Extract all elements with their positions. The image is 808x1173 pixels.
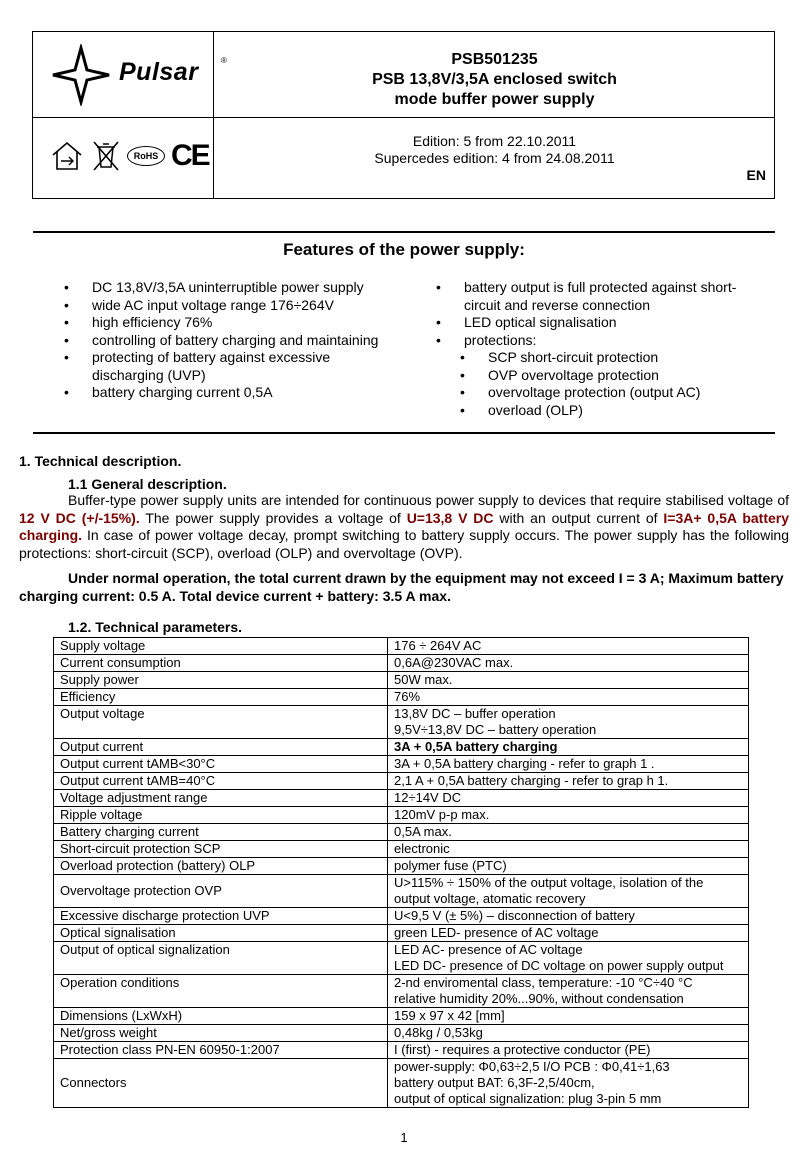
certification-icons xyxy=(49,136,209,176)
language-code: EN xyxy=(746,167,766,183)
param-name: Efficiency xyxy=(54,689,388,706)
table-row xyxy=(54,824,749,841)
page-number: 1 xyxy=(400,1130,408,1145)
table-row xyxy=(54,975,749,1008)
brand-name: Pulsar xyxy=(119,58,199,86)
param-value: 13,8V DC – buffer operation 9,5V÷13,8V DC – battery operation xyxy=(388,706,749,739)
feature-item: • battery output is full protected against short-circuit and reverse connection xyxy=(436,279,756,314)
param-name: Battery charging current xyxy=(54,824,388,841)
param-name: Ripple voltage xyxy=(54,807,388,824)
table-row xyxy=(54,942,749,975)
param-value: 176 ÷ 264V AC xyxy=(388,638,749,655)
ce-label: CE xyxy=(171,139,209,172)
desc-voltage: 12 V DC (+/-15%). xyxy=(19,509,140,526)
features-top-rule xyxy=(33,231,775,233)
param-name: Overload protection (battery) OLP xyxy=(54,858,388,875)
param-name: Short-circuit protection SCP xyxy=(54,841,388,858)
param-value: 2-nd enviromental class, temperature: -10 °C÷40 °C relative humidity 20%...90%, without condensation xyxy=(388,975,749,1008)
desc-text: The power supply provides a voltage of xyxy=(139,509,407,526)
table-row xyxy=(54,925,749,942)
param-name: Dimensions (LxWxH) xyxy=(54,1008,388,1025)
param-value: 0,6A@230VAC max. xyxy=(388,655,749,672)
param-name: Connectors xyxy=(54,1059,388,1108)
feature-item: • protections: xyxy=(436,332,756,350)
param-value: power-supply: Φ0,63÷2,5 I/O PCB : Φ0,41÷1,63 battery output BAT: 6,3F-2,5/40cm, output of optical signalization: plug 3-pin 5 mm xyxy=(388,1059,749,1108)
protection-item: • SCP short-circuit protection xyxy=(436,349,756,367)
table-row xyxy=(54,655,749,672)
table-row xyxy=(54,841,749,858)
feature-item: • high efficiency 76% xyxy=(64,314,404,332)
param-name: Output current tAMB<30°C xyxy=(54,756,388,773)
edition-text: Edition: 5 from 22.10.2011 xyxy=(412,133,577,149)
features-bottom-rule xyxy=(33,432,775,434)
current-warning: Under normal operation, the total current drawn by the equipment may not exceed I = 3 A; Maximum battery charging current: 0.5 A. Total device current + battery: 3.5 A max. xyxy=(19,570,784,604)
param-name: Protection class PN-EN 60950-1:2007 xyxy=(54,1042,388,1059)
table-row xyxy=(54,1059,749,1108)
desc-text: with an output current of xyxy=(493,509,664,526)
feature-item: • protecting of battery against excessive discharging (UVP) xyxy=(64,349,404,384)
protection-item: • overload (OLP) xyxy=(436,402,756,420)
header-box xyxy=(32,31,775,199)
protection-item: • OVP overvoltage protection xyxy=(436,367,756,385)
title-line-2: mode buffer power supply xyxy=(394,91,595,108)
table-row xyxy=(54,1008,749,1025)
registered-mark: ® xyxy=(221,56,227,65)
param-value: 76% xyxy=(388,689,749,706)
param-name: Operation conditions xyxy=(54,975,388,1008)
ce-mark-icon xyxy=(171,141,209,171)
table-row xyxy=(54,756,749,773)
param-value: 0,5A max. xyxy=(388,824,749,841)
technical-parameters-table xyxy=(53,637,749,1108)
param-name: Voltage adjustment range xyxy=(54,790,388,807)
feature-item: • DC 13,8V/3,5A uninterruptible power supply xyxy=(64,279,404,297)
supersedes-text: Supercedes edition: 4 from 24.08.2011 xyxy=(374,150,615,166)
table-row xyxy=(54,790,749,807)
table-row xyxy=(54,706,749,739)
features-left-column xyxy=(64,279,404,402)
table-row xyxy=(54,739,749,756)
param-value: U<9,5 V (± 5%) – disconnection of battery xyxy=(388,908,749,925)
param-name: Output current tAMB=40°C xyxy=(54,773,388,790)
table-row xyxy=(54,858,749,875)
param-name: Output of optical signalization xyxy=(54,942,388,975)
section-heading: 1. Technical description. xyxy=(19,453,182,469)
desc-output-current: I=3A+ 0,5A battery charging. xyxy=(19,509,790,543)
param-value: U>115% ÷ 150% of the output voltage, isolation of the output voltage, atomatic recovery xyxy=(388,875,749,908)
feature-item: • LED optical signalisation xyxy=(436,314,756,332)
house-arrow-icon xyxy=(49,139,85,173)
document-title xyxy=(214,50,775,110)
param-value: 159 x 97 x 42 [mm] xyxy=(388,1008,749,1025)
param-value: 3A + 0,5A battery charging xyxy=(388,739,749,756)
param-name: Current consumption xyxy=(54,655,388,672)
param-value: 2,1 A + 0,5A battery charging - refer to grap h 1. xyxy=(388,773,749,790)
param-value: 12÷14V DC xyxy=(388,790,749,807)
desc-text: In case of power voltage decay, prompt switching to battery supply occurs. The power supply has the following protections: short-circuit (SCP), overload (OLP) and overvoltage (OVP). xyxy=(19,527,789,561)
table-row xyxy=(54,875,749,908)
param-value: electronic xyxy=(388,841,749,858)
param-name: Supply voltage xyxy=(54,638,388,655)
param-name: Excessive discharge protection UVP xyxy=(54,908,388,925)
table-row xyxy=(54,1025,749,1042)
table-row xyxy=(54,807,749,824)
param-value: 3A + 0,5A battery charging - refer to graph 1 . xyxy=(388,756,749,773)
header-divider-horizontal xyxy=(33,117,775,118)
table-row xyxy=(54,908,749,925)
table-row xyxy=(54,672,749,689)
param-name: Net/gross weight xyxy=(54,1025,388,1042)
param-value: green LED- presence of AC voltage xyxy=(388,925,749,942)
protection-item: • overvoltage protection (output AC) xyxy=(436,384,756,402)
desc-output-voltage: U=13,8 V DC xyxy=(406,509,494,526)
subsection-heading-general: 1.1 General description. xyxy=(68,476,227,492)
param-value: 120mV p-p max. xyxy=(388,807,749,824)
model-code: PSB501235 xyxy=(451,51,538,68)
rohs-label: RoHS xyxy=(133,151,159,161)
table-row xyxy=(54,689,749,706)
param-value: 50W max. xyxy=(388,672,749,689)
edition-info xyxy=(214,133,775,167)
table-row xyxy=(54,638,749,655)
desc-text: Buffer-type power supply units are intended for continuous power supply to devices that require stabilised voltage of xyxy=(68,492,789,508)
crossed-bin-icon xyxy=(91,139,121,173)
feature-item: • battery charging current 0,5A xyxy=(64,384,404,402)
feature-item: • controlling of battery charging and maintaining xyxy=(64,332,404,350)
param-value: 0,48kg / 0,53kg xyxy=(388,1025,749,1042)
table-row xyxy=(54,1042,749,1059)
param-value: I (first) - requires a protective conductor (PE) xyxy=(388,1042,749,1059)
param-value: polymer fuse (PTC) xyxy=(388,858,749,875)
subsection-heading-params: 1.2. Technical parameters. xyxy=(68,619,243,635)
param-name: Output voltage xyxy=(54,706,388,739)
pulsar-logo xyxy=(51,44,227,106)
general-description xyxy=(19,492,789,562)
param-name: Output current xyxy=(54,739,388,756)
param-name: Supply power xyxy=(54,672,388,689)
features-right-column xyxy=(436,279,756,419)
param-value: LED AC- presence of AC voltage LED DC- presence of DC voltage on power supply output xyxy=(388,942,749,975)
feature-item: • wide AC input voltage range 176÷264V xyxy=(64,297,404,315)
pulsar-star-icon xyxy=(51,44,111,106)
param-name: Overvoltage protection OVP xyxy=(54,875,388,908)
param-name: Optical signalisation xyxy=(54,925,388,942)
table-row xyxy=(54,773,749,790)
rohs-icon xyxy=(127,146,165,166)
features-title: Features of the power supply: xyxy=(283,240,525,259)
title-line-1: PSB 13,8V/3,5A enclosed switch xyxy=(372,71,617,88)
